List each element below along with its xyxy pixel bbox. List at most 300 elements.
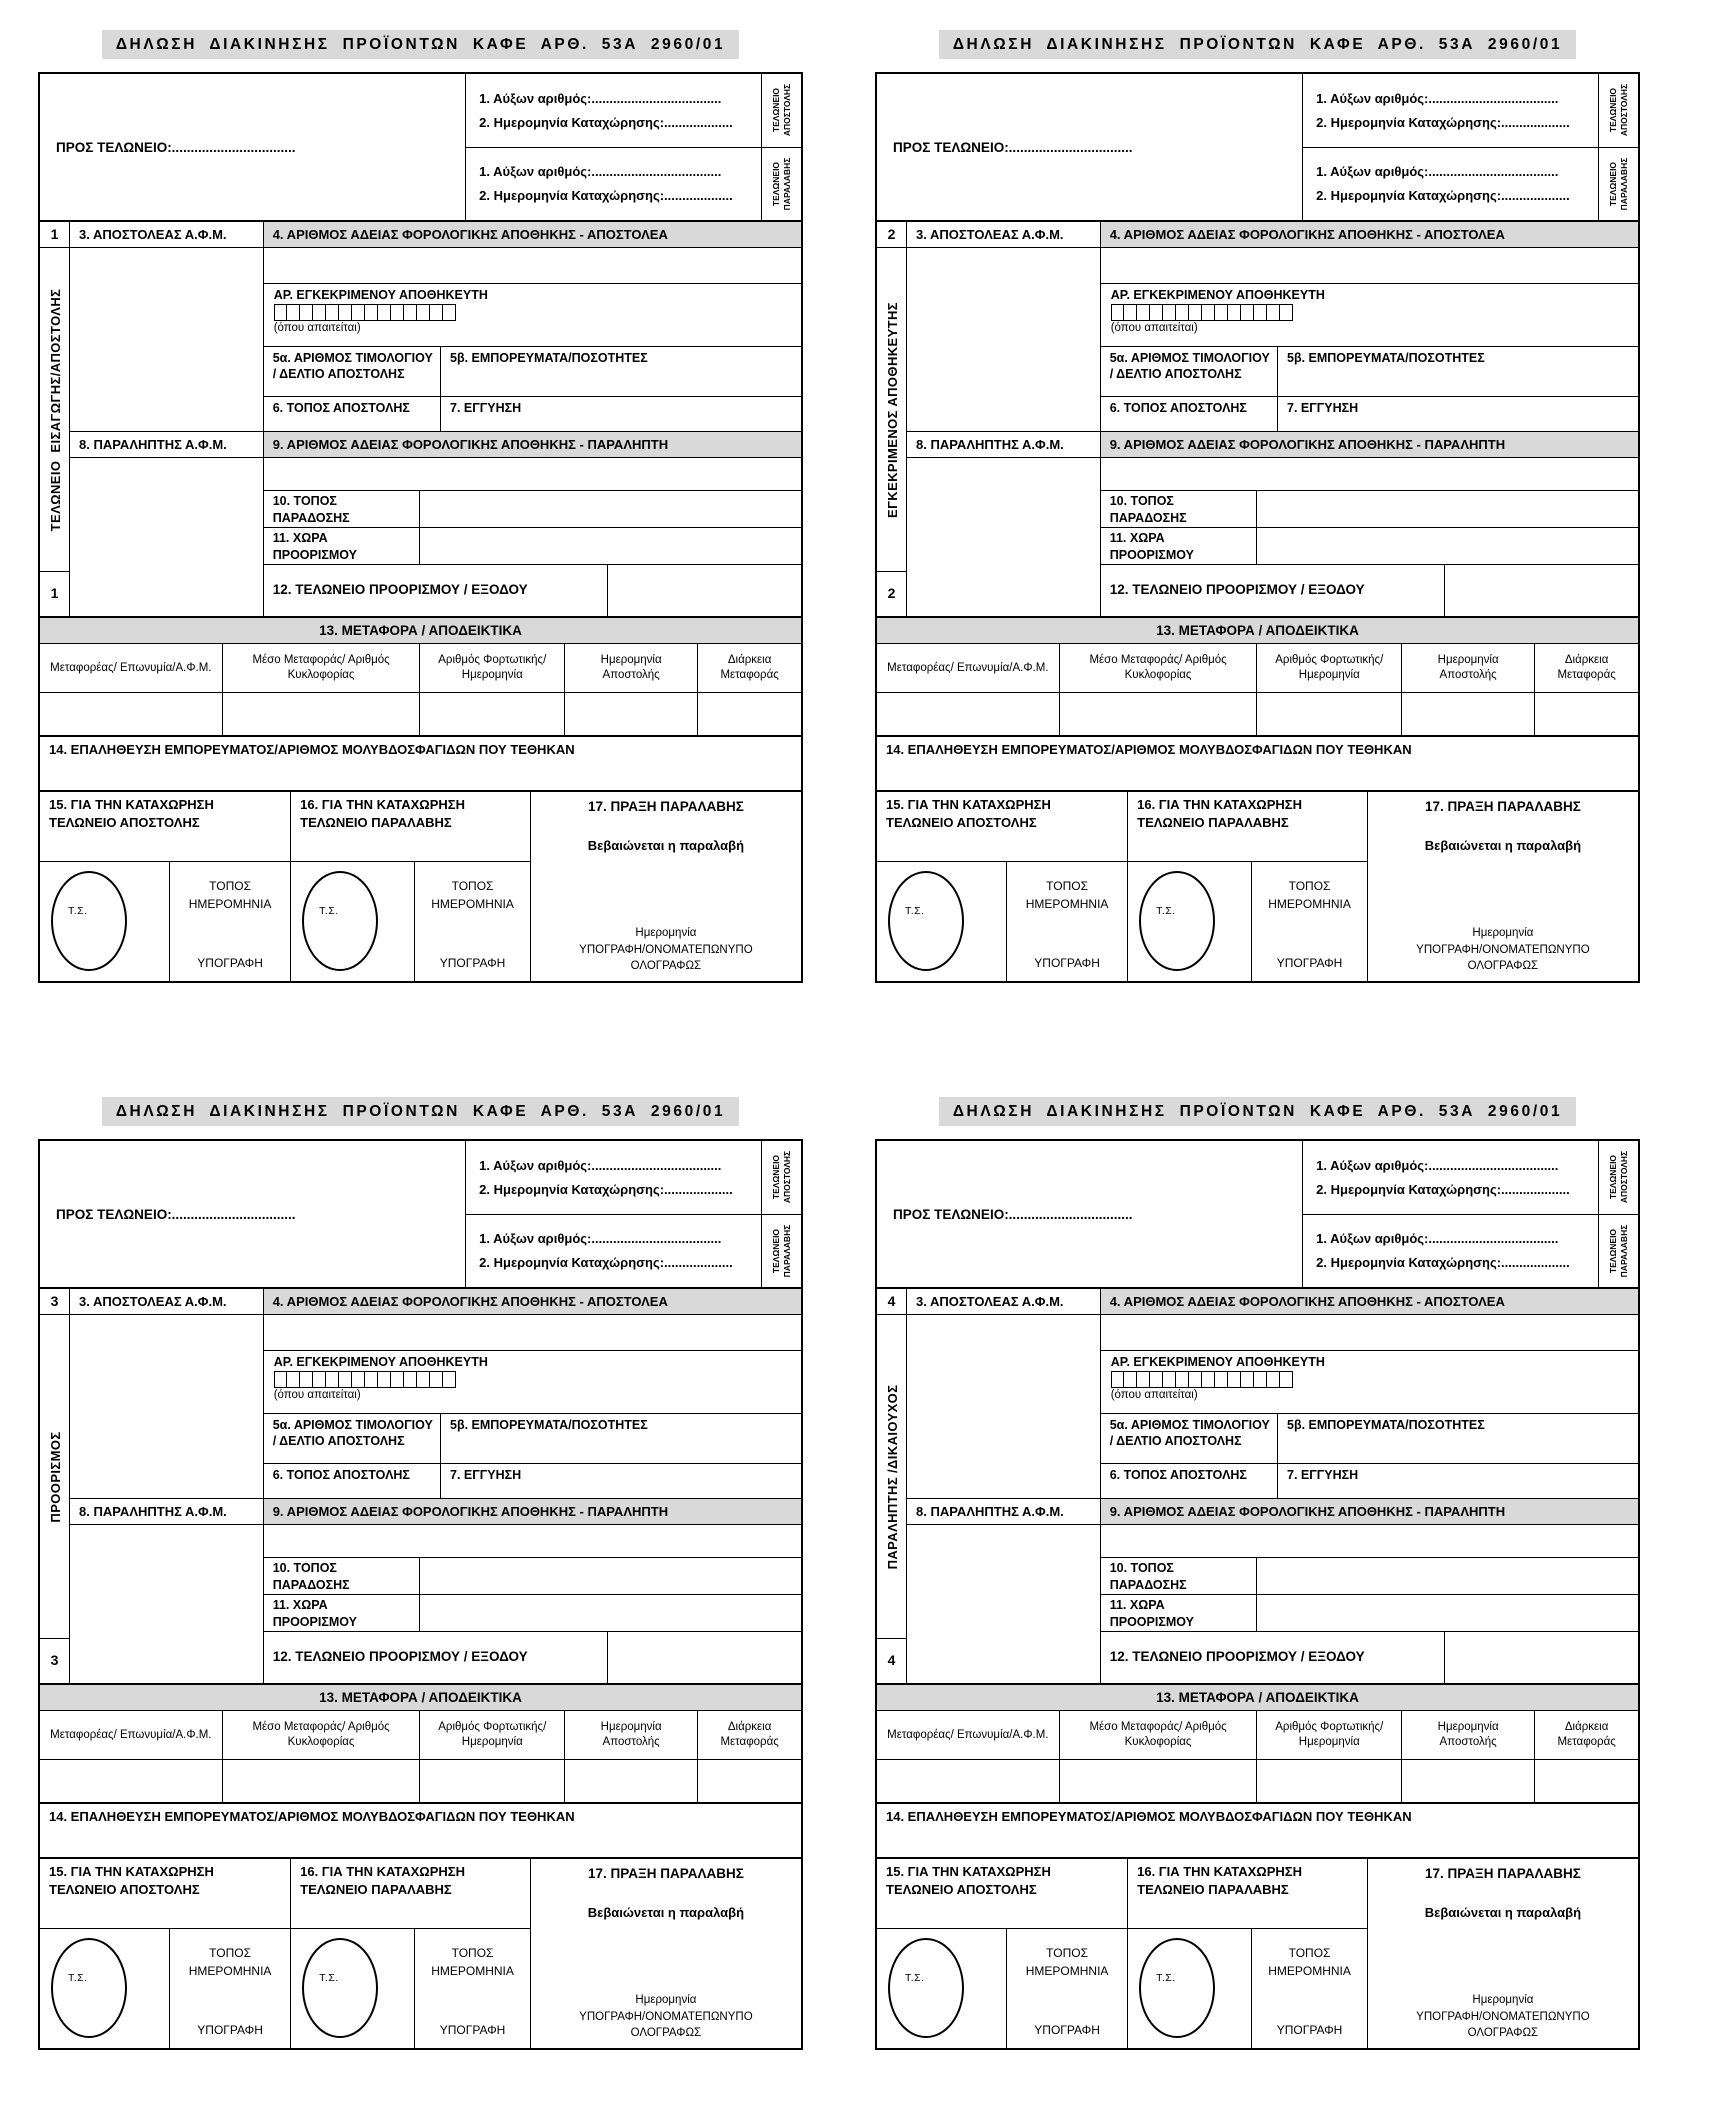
field-12-customs-of-destination-label: 12. ΤΕΛΩΝΕΙΟ ΠΡΟΟΡΙΣΜΟΥ / ΕΞΟΔΟΥ — [264, 565, 608, 616]
transport-col-carrier-label: Μεταφορέας/ Επωνυμία/Α.Φ.Μ. — [877, 644, 1060, 692]
field-5b-goods-quantities[interactable]: 5β. ΕΜΠΟΡΕΥΜΑΤΑ/ΠΟΣΟΤΗΤΕΣ — [441, 1414, 801, 1464]
transport-dispatch-date-input[interactable] — [565, 1760, 698, 1802]
warehouse-licence-sender-input[interactable] — [264, 248, 801, 284]
place-of-delivery-input[interactable] — [1257, 491, 1638, 527]
field-5a-invoice-number[interactable]: 5α. ΑΡΙΘΜΟΣ ΤΙΜΟΛΟΓΙΟΥ / ΔΕΛΤΙΟ ΑΠΟΣΤΟΛΗΣ — [1101, 1414, 1278, 1464]
section-13-transport — [875, 616, 1640, 737]
section-17-act-of-receipt[interactable] — [531, 1859, 801, 2048]
stamp-cell-16[interactable] — [291, 1929, 415, 2048]
field-10-place-of-delivery-label: 10. ΤΟΠΟΣ ΠΑΡΑΔΟΣΗΣ — [264, 491, 420, 527]
keeper-box[interactable] — [300, 1371, 313, 1388]
field-5b-goods-quantities[interactable]: 5β. ΕΜΠΟΡΕΥΜΑΤΑ/ΠΟΣΟΤΗΤΕΣ — [1278, 1414, 1638, 1464]
field-17-label: 17. ΠΡΑΞΗ ΠΑΡΑΛΑΒΗΣ — [1425, 1866, 1581, 1881]
section-17-act-of-receipt[interactable] — [531, 792, 801, 981]
transport-carrier-input[interactable] — [40, 693, 223, 735]
row-10 — [264, 490, 801, 527]
stamp-cell-15[interactable] — [40, 1929, 170, 2048]
place-label: ΤΟΠΟΣ — [1046, 1946, 1089, 1960]
registration-rows — [1303, 74, 1638, 220]
keeper-box[interactable] — [1202, 304, 1215, 321]
field-6-place-of-dispatch[interactable]: 6. ΤΟΠΟΣ ΑΠΟΣΤΟΛΗΣ — [1101, 397, 1278, 431]
transport-dispatch-date-input[interactable] — [1402, 1760, 1535, 1802]
form-title: ΔΗΛΩΣΗ ΔΙΑΚΙΝΗΣΗΣ ΠΡΟΪΟΝΤΩΝ ΚΑΦΕ ΑΡΘ. 53Α 2960/01 — [939, 30, 1576, 59]
section-16-receipt-customs-entry — [291, 792, 531, 981]
registration-row-receipt — [466, 148, 801, 221]
country-of-destination-input[interactable] — [420, 528, 801, 564]
keeper-box[interactable] — [339, 304, 352, 321]
registration-date-field[interactable]: 2. Ημερομηνία Καταχώρησης:................... — [479, 188, 733, 204]
signature-fullname-line: ΥΠΟΓΡΑΦΗ/ΟΝΟΜΑΤΕΠΩΝΥΠΟ — [579, 2010, 753, 2023]
registration-row-receipt — [466, 1215, 801, 1288]
keeper-box[interactable] — [404, 1371, 417, 1388]
row-8-9-headers — [907, 1499, 1638, 1525]
field-11-country-of-destination-label: 11. ΧΩΡΑ ΠΡΟΟΡΙΣΜΟΥ — [1101, 528, 1257, 564]
keeper-box[interactable] — [365, 304, 378, 321]
field-14-verification-box[interactable] — [875, 735, 1640, 792]
keeper-box[interactable] — [391, 1371, 404, 1388]
row-8-9-headers — [70, 1499, 801, 1525]
transport-col-means-label: Μέσο Μεταφοράς/ Αριθμός Κυκλοφορίας — [1060, 1711, 1258, 1759]
keeper-box[interactable] — [443, 304, 456, 321]
transport-means-input[interactable] — [223, 693, 421, 735]
copy-role-cell — [40, 1315, 69, 1639]
keeper-box[interactable] — [1228, 304, 1241, 321]
stamp-cell-16[interactable] — [291, 862, 415, 981]
fields-5-6-7 — [264, 1413, 801, 1498]
place-label: ΤΟΠΟΣ — [1046, 879, 1089, 893]
field-17-signature-block — [535, 925, 797, 975]
keeper-box[interactable] — [1124, 304, 1137, 321]
field-17-signature-block — [1372, 1992, 1634, 2042]
field-4-warehouse-licence-sender-label: 4. ΑΡΙΘΜΟΣ ΑΔΕΙΑΣ ΦΟΡΟΛΟΓΙΚΗΣ ΑΠΟΘΗΚΗΣ - ΑΠΟΣΤΟΛΕΑ — [264, 222, 801, 247]
field-7-guarantee[interactable]: 7. ΕΓΓΥΗΣΗ — [1287, 1468, 1359, 1482]
copy-sidebar — [40, 1289, 70, 1683]
registration-date-field[interactable]: 2. Ημερομηνία Καταχώρησης:................... — [479, 114, 733, 130]
consignee-vat-input[interactable] — [70, 1525, 264, 1683]
consignee-vat-input[interactable] — [907, 458, 1101, 616]
date-line: Ημερομηνία — [635, 1993, 697, 2006]
keeper-box[interactable] — [1137, 1371, 1150, 1388]
transport-means-input[interactable] — [1060, 693, 1258, 735]
field-5b-goods-quantities[interactable]: 5β. ΕΜΠΟΡΕΥΜΑΤΑ/ΠΟΣΟΤΗΤΕΣ — [1278, 347, 1638, 397]
country-of-destination-input[interactable] — [1257, 528, 1638, 564]
keeper-box[interactable] — [1150, 1371, 1163, 1388]
keeper-box[interactable] — [1111, 304, 1124, 321]
stamp-cell-15[interactable] — [877, 1929, 1007, 2048]
transport-duration-input[interactable] — [698, 693, 801, 735]
place-label: ΤΟΠΟΣ — [1288, 1946, 1331, 1960]
declaration-form — [38, 30, 803, 983]
copy-number-bottom: 1 — [50, 585, 59, 601]
to-customs-label[interactable]: ΠΡΟΣ ΤΕΛΩΝΕΙΟ:................................. — [877, 74, 1303, 220]
sections-content — [70, 1289, 801, 1683]
transport-col-duration-label: Διάρκεια Μεταφοράς — [1557, 1721, 1616, 1748]
signature-label: ΥΠΟΓΡΑΦΗ — [439, 2023, 506, 2037]
signature-label: ΥΠΟΓΡΑΦΗ — [197, 2023, 263, 2037]
field-8-consignee-vat-label: 8. ΠΑΡΑΛΗΠΤΗΣ Α.Φ.Μ. — [70, 1499, 264, 1524]
keeper-box[interactable] — [1280, 304, 1293, 321]
field-4-warehouse-licence-sender-label: 4. ΑΡΙΘΜΟΣ ΑΔΕΙΑΣ ΦΟΡΟΛΟΓΙΚΗΣ ΑΠΟΘΗΚΗΣ - ΑΠΟΣΤΟΛΕΑ — [264, 1289, 801, 1314]
keeper-boxes — [1111, 304, 1638, 321]
registration-fields — [1303, 74, 1598, 147]
section-13-transport — [875, 1683, 1640, 1804]
receipt-confirmed-label: Βεβαιώνεται η παραλαβή — [587, 838, 745, 853]
declaration-form — [38, 1097, 803, 2050]
serial-number-field[interactable]: 1. Αύξων αριθμός:.................................... — [479, 90, 722, 106]
registration-rows — [466, 74, 801, 220]
country-of-destination-input[interactable] — [420, 1595, 801, 1631]
keeper-box[interactable] — [1241, 304, 1254, 321]
keeper-box[interactable] — [1215, 304, 1228, 321]
field-9-warehouse-licence-consignee-label: 9. ΑΡΙΘΜΟΣ ΑΔΕΙΑΣ ΦΟΡΟΛΟΓΙΚΗΣ ΑΠΟΘΗΚΗΣ - ΠΑΡΑΛΗΠΤΗ — [264, 432, 801, 457]
keeper-box[interactable] — [1267, 1371, 1280, 1388]
registration-date-field[interactable]: 2. Ημερομηνία Καταχώρησης:................... — [1316, 114, 1570, 130]
row-11 — [1101, 1594, 1638, 1631]
registration-box — [875, 1139, 1640, 1289]
stamp-row-16 — [291, 862, 530, 981]
field-14-verification-box[interactable] — [38, 735, 803, 792]
sender-vat-input[interactable] — [70, 248, 264, 431]
field-11-country-of-destination-label: 11. ΧΩΡΑ ΠΡΟΟΡΙΣΜΟΥ — [264, 1595, 420, 1631]
copy-role-cell — [877, 248, 906, 572]
transport-carrier-input[interactable] — [877, 1760, 1060, 1802]
field-9-warehouse-licence-consignee-label: 9. ΑΡΙΘΜΟΣ ΑΔΕΙΑΣ ΦΟΡΟΛΟΓΙΚΗΣ ΑΠΟΘΗΚΗΣ - ΠΑΡΑΛΗΠΤΗ — [264, 1499, 801, 1524]
field-10-place-of-delivery-label: 10. ΤΟΠΟΣ ΠΑΡΑΔΟΣΗΣ — [264, 1558, 420, 1594]
transport-waybill-input[interactable] — [420, 693, 565, 735]
stamp-oval-icon — [51, 1938, 127, 2038]
place-label: ΤΟΠΟΣ — [209, 879, 252, 893]
keeper-box[interactable] — [1241, 1371, 1254, 1388]
date-label: ΗΜΕΡΟΜΗΝΙΑ — [1025, 1964, 1109, 1978]
signature-fullname-line: ΥΠΟΓΡΑΦΗ/ΟΝΟΜΑΤΕΠΩΝΥΠΟ — [579, 943, 753, 956]
field-12-customs-of-destination-label: 12. ΤΕΛΩΝΕΙΟ ΠΡΟΟΡΙΣΜΟΥ / ΕΞΟΔΟΥ — [264, 1632, 608, 1683]
stamp-row-15 — [877, 1929, 1127, 2048]
to-customs-label[interactable]: ΠΡΟΣ ΤΕΛΩΝΕΙΟ:................................. — [40, 1141, 466, 1287]
field-5b-goods-quantities[interactable]: 5β. ΕΜΠΟΡΕΥΜΑΤΑ/ΠΟΣΟΤΗΤΕΣ — [441, 347, 801, 397]
body-8-12 — [907, 458, 1638, 616]
body-3-7 — [907, 248, 1638, 432]
row-3-4-headers — [907, 1289, 1638, 1315]
stamp-oval-icon — [888, 871, 964, 971]
dispatch-customs-side-cell — [1598, 1141, 1638, 1214]
field-16-label: 16. ΓΙΑ ΤΗΝ ΚΑΤΑΧΩΡΗΣΗ ΤΕΛΩΝΕΙΟ ΠΑΡΑΛΑΒΗΣ — [291, 1859, 530, 1929]
place-of-delivery-input[interactable] — [420, 1558, 801, 1594]
stamp-cell-16[interactable] — [1128, 1929, 1252, 2048]
keeper-box[interactable] — [1189, 1371, 1202, 1388]
sections-content — [70, 222, 801, 616]
place-date-label — [1026, 1944, 1109, 1980]
section-15-dispatch-customs-entry — [40, 1859, 291, 2048]
keeper-box[interactable] — [1254, 304, 1267, 321]
keeper-box[interactable] — [1137, 304, 1150, 321]
keeper-box[interactable] — [1254, 1371, 1267, 1388]
place-of-delivery-input[interactable] — [1257, 1558, 1638, 1594]
transport-col-duration-label: Διάρκεια Μεταφοράς — [720, 654, 779, 681]
field-5a-invoice-number[interactable]: 5α. ΑΡΙΘΜΟΣ ΤΙΜΟΛΟΓΙΟΥ / ΔΕΛΤΙΟ ΑΠΟΣΤΟΛΗΣ — [1101, 347, 1278, 397]
warehouse-licence-consignee-input[interactable] — [1101, 1525, 1638, 1557]
keeper-box[interactable] — [326, 304, 339, 321]
serial-number-field[interactable]: 1. Αύξων αριθμός:.................................... — [1316, 1231, 1559, 1247]
field-6-place-of-dispatch[interactable]: 6. ΤΟΠΟΣ ΑΠΟΣΤΟΛΗΣ — [1101, 1464, 1278, 1498]
transport-waybill-input[interactable] — [1257, 1760, 1402, 1802]
where-required-note: (όπου απαιτείται) — [1110, 1389, 1198, 1401]
stamp-cell-15[interactable] — [877, 862, 1007, 981]
copy-number-top: 2 — [877, 222, 906, 248]
transport-col-means-label: Μέσο Μεταφοράς/ Αριθμός Κυκλοφορίας — [223, 1711, 421, 1759]
field-12-customs-of-destination-label: 12. ΤΕΛΩΝΕΙΟ ΠΡΟΟΡΙΣΜΟΥ / ΕΞΟΔΟΥ — [1101, 1632, 1445, 1683]
transport-means-input[interactable] — [223, 1760, 421, 1802]
place-date-signature-15 — [1007, 1929, 1127, 2048]
consignee-vat-input[interactable] — [70, 458, 264, 616]
transport-carrier-input[interactable] — [877, 693, 1060, 735]
keeper-box[interactable] — [404, 304, 417, 321]
transport-dispatch-date-input[interactable] — [565, 693, 698, 735]
place-label: ΤΟΠΟΣ — [209, 1946, 252, 1960]
keeper-box[interactable] — [1202, 1371, 1215, 1388]
serial-number-field[interactable]: 1. Αύξων αριθμός:.................................... — [479, 1231, 722, 1247]
keeper-box[interactable] — [430, 1371, 443, 1388]
serial-number-field[interactable]: 1. Αύξων αριθμός:.................................... — [479, 164, 722, 180]
keeper-box[interactable] — [352, 304, 365, 321]
registration-date-field[interactable]: 2. Ημερομηνία Καταχώρησης:................... — [1316, 1181, 1570, 1197]
stamp-oval-icon — [302, 1938, 378, 2038]
field-5a-invoice-number[interactable]: 5α. ΑΡΙΘΜΟΣ ΤΙΜΟΛΟΓΙΟΥ / ΔΕΛΤΙΟ ΑΠΟΣΤΟΛΗΣ — [264, 1414, 441, 1464]
transport-waybill-input[interactable] — [1257, 693, 1402, 735]
keeper-box[interactable] — [1176, 1371, 1189, 1388]
warehouse-licence-sender-input[interactable] — [1101, 1315, 1638, 1351]
field-6-place-of-dispatch[interactable]: 6. ΤΟΠΟΣ ΑΠΟΣΤΟΛΗΣ — [264, 397, 441, 431]
place-of-delivery-input[interactable] — [420, 491, 801, 527]
transport-waybill-input[interactable] — [420, 1760, 565, 1802]
sender-vat-input[interactable] — [907, 248, 1101, 431]
transport-col-carrier-label: Μεταφορέας/ Επωνυμία/Α.Φ.Μ. — [877, 1711, 1060, 1759]
place-label: ΤΟΠΟΣ — [451, 879, 494, 893]
transport-means-input[interactable] — [1060, 1760, 1258, 1802]
field-17-label: 17. ΠΡΑΞΗ ΠΑΡΑΛΑΒΗΣ — [588, 799, 744, 814]
customs-of-destination-input[interactable] — [1445, 1632, 1638, 1683]
warehouse-licence-sender-input[interactable] — [1101, 248, 1638, 284]
keeper-box[interactable] — [1215, 1371, 1228, 1388]
keeper-box[interactable] — [300, 304, 313, 321]
customs-of-destination-input[interactable] — [608, 1632, 801, 1683]
country-of-destination-input[interactable] — [1257, 1595, 1638, 1631]
registration-date-field[interactable]: 2. Ημερομηνία Καταχώρησης:................... — [479, 1181, 733, 1197]
registration-box — [38, 72, 803, 222]
keeper-box[interactable] — [1176, 304, 1189, 321]
field-14-verification-box[interactable] — [38, 1802, 803, 1859]
receipt-customs-rotated-label: ΤΕΛΩΝΕΙΟ ΠΑΡΑΛΑΒΗΣ — [770, 157, 792, 211]
where-required-note: (όπου απαιτείται) — [1110, 322, 1198, 334]
keeper-box[interactable] — [365, 1371, 378, 1388]
keeper-box[interactable] — [417, 304, 430, 321]
field-8-consignee-vat-label: 8. ΠΑΡΑΛΗΠΤΗΣ Α.Φ.Μ. — [907, 1499, 1101, 1524]
keeper-box[interactable] — [1163, 1371, 1176, 1388]
keeper-box[interactable] — [443, 1371, 456, 1388]
signature-label: ΥΠΟΓΡΑΦΗ — [1034, 2023, 1100, 2037]
transport-col-dispatch-date-label: Ημερομηνία Αποστολής — [565, 1711, 698, 1759]
receipt-customs-side-cell — [1598, 1215, 1638, 1288]
keeper-boxes — [274, 1371, 801, 1388]
serial-number-field[interactable]: 1. Αύξων αριθμός:.................................... — [1316, 90, 1559, 106]
fields-5-6-7 — [1101, 1413, 1638, 1498]
field-7-guarantee[interactable]: 7. ΕΓΓΥΗΣΗ — [1287, 401, 1359, 415]
transport-column-headers — [877, 1711, 1638, 1760]
transport-dispatch-date-input[interactable] — [1402, 693, 1535, 735]
field-6-place-of-dispatch[interactable]: 6. ΤΟΠΟΣ ΑΠΟΣΤΟΛΗΣ — [264, 1464, 441, 1498]
keeper-box[interactable] — [378, 1371, 391, 1388]
receipt-customs-rotated-label: ΤΕΛΩΝΕΙΟ ΠΑΡΑΛΑΒΗΣ — [1607, 1224, 1629, 1278]
body-8-12 — [70, 1525, 801, 1683]
to-customs-label[interactable]: ΠΡΟΣ ΤΕΛΩΝΕΙΟ:................................. — [877, 1141, 1303, 1287]
field-4-warehouse-licence-sender-label: 4. ΑΡΙΘΜΟΣ ΑΔΕΙΑΣ ΦΟΡΟΛΟΓΙΚΗΣ ΑΠΟΘΗΚΗΣ - ΑΠΟΣΤΟΛΕΑ — [1101, 222, 1638, 247]
warehouse-licence-sender-input[interactable] — [264, 1315, 801, 1351]
customs-of-destination-input[interactable] — [1445, 565, 1638, 616]
fields-5-6-7 — [264, 346, 801, 431]
section-16-receipt-customs-entry — [1128, 792, 1368, 981]
registration-date-field[interactable]: 2. Ημερομηνία Καταχώρησης:................... — [1316, 1255, 1570, 1271]
sections-15-17 — [38, 1857, 803, 2050]
serial-number-field[interactable]: 1. Αύξων αριθμός:.................................... — [1316, 1157, 1559, 1173]
keeper-box[interactable] — [274, 1371, 287, 1388]
field-3-sender-vat-label: 3. ΑΠΟΣΤΟΛΕΑΣ Α.Φ.Μ. — [907, 222, 1101, 247]
keeper-box[interactable] — [430, 304, 443, 321]
stamp-ts-label: Τ.Σ. — [319, 905, 339, 917]
keeper-box[interactable] — [287, 1371, 300, 1388]
keeper-box[interactable] — [1228, 1371, 1241, 1388]
receipt-customs-side-cell — [761, 148, 801, 221]
field-16-label: 16. ΓΙΑ ΤΗΝ ΚΑΤΑΧΩΡΗΣΗ ΤΕΛΩΝΕΙΟ ΠΑΡΑΛΑΒΗΣ — [291, 792, 530, 862]
warehouse-licence-consignee-input[interactable] — [1101, 458, 1638, 490]
registration-date-field[interactable]: 2. Ημερομηνία Καταχώρησης:................... — [479, 1255, 733, 1271]
transport-duration-input[interactable] — [1535, 693, 1638, 735]
keeper-box[interactable] — [1280, 1371, 1293, 1388]
field-15-label: 15. ΓΙΑ ΤΗΝ ΚΑΤΑΧΩΡΗΣΗ ΤΕΛΩΝΕΙΟ ΑΠΟΣΤΟΛΗΣ — [40, 1859, 290, 1929]
row-11 — [1101, 527, 1638, 564]
approved-keeper-area — [264, 284, 801, 346]
transport-duration-input[interactable] — [1535, 1760, 1638, 1802]
keeper-box[interactable] — [378, 304, 391, 321]
registration-date-field[interactable]: 2. Ημερομηνία Καταχώρησης:................... — [1316, 188, 1570, 204]
transport-data-row — [40, 1760, 801, 1802]
row-11 — [264, 527, 801, 564]
transport-col-means-label: Μέσο Μεταφοράς/ Αριθμός Κυκλοφορίας — [223, 644, 421, 692]
keeper-box[interactable] — [1124, 1371, 1137, 1388]
keeper-box[interactable] — [391, 304, 404, 321]
row-3-4-headers — [70, 1289, 801, 1315]
field-5a-invoice-number[interactable]: 5α. ΑΡΙΘΜΟΣ ΤΙΜΟΛΟΓΙΟΥ / ΔΕΛΤΙΟ ΑΠΟΣΤΟΛΗΣ — [264, 347, 441, 397]
fields-5-6-7 — [1101, 346, 1638, 431]
transport-duration-input[interactable] — [698, 1760, 801, 1802]
field-3-sender-vat-label: 3. ΑΠΟΣΤΟΛΕΑΣ Α.Φ.Μ. — [70, 1289, 264, 1314]
approved-keeper-area — [264, 1351, 801, 1413]
sender-vat-input[interactable] — [907, 1315, 1101, 1498]
keeper-box[interactable] — [313, 1371, 326, 1388]
keeper-box[interactable] — [1163, 304, 1176, 321]
keeper-box[interactable] — [313, 304, 326, 321]
consignee-vat-input[interactable] — [907, 1525, 1101, 1683]
approved-keeper-label: ΑΡ. ΕΓΚΕΚΡΙΜΕΝΟΥ ΑΠΟΘΗΚΕΥΤΗ — [273, 1355, 488, 1369]
stamp-cell-15[interactable] — [40, 862, 170, 981]
keeper-box[interactable] — [339, 1371, 352, 1388]
stamp-oval-icon — [51, 871, 127, 971]
dispatch-customs-rotated-label: ΤΕΛΩΝΕΙΟ ΑΠΟΣΤΟΛΗΣ — [1607, 84, 1629, 137]
copy-role-rotated-label: ΠΑΡΑΛΗΠΤΗΣ /ΔΙΚΑΙΟΥΧΟΣ — [884, 1384, 899, 1569]
registration-box — [38, 1139, 803, 1289]
date-line: Ημερομηνία — [1472, 926, 1534, 939]
date-line: Ημερομηνία — [1472, 1993, 1534, 2006]
keeper-box[interactable] — [1111, 1371, 1124, 1388]
form-title: ΔΗΛΩΣΗ ΔΙΑΚΙΝΗΣΗΣ ΠΡΟΪΟΝΤΩΝ ΚΑΦΕ ΑΡΘ. 53Α 2960/01 — [102, 1097, 739, 1126]
field-13-transport-header: 13. ΜΕΤΑΦΟΡΑ / ΑΠΟΔΕΙΚΤΙΚΑ — [877, 618, 1638, 644]
warehouse-sender-area — [264, 248, 801, 431]
serial-number-field[interactable]: 1. Αύξων αριθμός:.................................... — [479, 1157, 722, 1173]
warehouse-licence-consignee-input[interactable] — [264, 458, 801, 490]
to-customs-label[interactable]: ΠΡΟΣ ΤΕΛΩΝΕΙΟ:................................. — [40, 74, 466, 220]
keeper-box[interactable] — [1267, 304, 1280, 321]
transport-column-headers — [40, 1711, 801, 1760]
signature-fullname-line: ΥΠΟΓΡΑΦΗ/ΟΝΟΜΑΤΕΠΩΝΥΠΟ — [1416, 943, 1590, 956]
copy-role-cell — [877, 1315, 906, 1639]
stamp-cell-16[interactable] — [1128, 862, 1252, 981]
field-15-label: 15. ΓΙΑ ΤΗΝ ΚΑΤΑΧΩΡΗΣΗ ΤΕΛΩΝΕΙΟ ΑΠΟΣΤΟΛΗΣ — [877, 1859, 1127, 1929]
registration-fields — [466, 1215, 761, 1288]
section-15-dispatch-customs-entry — [40, 792, 291, 981]
sections-content — [907, 222, 1638, 616]
transport-col-waybill-label: Αριθμός Φορτωτικής/ Ημερομηνία — [1257, 1711, 1402, 1759]
transport-carrier-input[interactable] — [40, 1760, 223, 1802]
section-17-act-of-receipt[interactable] — [1368, 1859, 1638, 2048]
keeper-box[interactable] — [352, 1371, 365, 1388]
keeper-box[interactable] — [1150, 304, 1163, 321]
place-date-label — [431, 877, 514, 913]
section-17-act-of-receipt[interactable] — [1368, 792, 1638, 981]
row-12 — [264, 1631, 801, 1683]
field-16-label: 16. ΓΙΑ ΤΗΝ ΚΑΤΑΧΩΡΗΣΗ ΤΕΛΩΝΕΙΟ ΠΑΡΑΛΑΒΗΣ — [1128, 1859, 1367, 1929]
signature-label: ΥΠΟΓΡΑΦΗ — [1276, 2023, 1343, 2037]
field-7-guarantee[interactable]: 7. ΕΓΓΥΗΣΗ — [450, 401, 522, 415]
stamp-row-16 — [291, 1929, 530, 2048]
field-12-customs-of-destination-label: 12. ΤΕΛΩΝΕΙΟ ΠΡΟΟΡΙΣΜΟΥ / ΕΞΟΔΟΥ — [1101, 565, 1445, 616]
field-14-verification-box[interactable] — [875, 1802, 1640, 1859]
keeper-box[interactable] — [326, 1371, 339, 1388]
signature-label: ΥΠΟΓΡΑΦΗ — [1276, 956, 1343, 970]
keeper-box[interactable] — [1189, 304, 1202, 321]
transport-column-headers — [877, 644, 1638, 693]
sender-vat-input[interactable] — [70, 1315, 264, 1498]
sections-15-17 — [875, 1857, 1640, 2050]
consignee-area — [264, 458, 801, 616]
customs-of-destination-input[interactable] — [608, 565, 801, 616]
stamp-oval-icon — [302, 871, 378, 971]
registration-fields — [1303, 1141, 1598, 1214]
place-label: ΤΟΠΟΣ — [451, 1946, 494, 1960]
signature-label: ΥΠΟΓΡΑΦΗ — [1034, 956, 1100, 970]
keeper-box[interactable] — [287, 304, 300, 321]
place-date-label — [1268, 877, 1351, 913]
serial-number-field[interactable]: 1. Αύξων αριθμός:.................................... — [1316, 164, 1559, 180]
field-9-warehouse-licence-consignee-label: 9. ΑΡΙΘΜΟΣ ΑΔΕΙΑΣ ΦΟΡΟΛΟΓΙΚΗΣ ΑΠΟΘΗΚΗΣ - ΠΑΡΑΛΗΠΤΗ — [1101, 432, 1638, 457]
row-10 — [1101, 1557, 1638, 1594]
registration-fields — [466, 148, 761, 221]
field-7-guarantee[interactable]: 7. ΕΓΓΥΗΣΗ — [450, 1468, 522, 1482]
keeper-box[interactable] — [417, 1371, 430, 1388]
stamp-ts-label: Τ.Σ. — [319, 1972, 339, 1984]
keeper-box[interactable] — [274, 304, 287, 321]
stamp-ts-label: Τ.Σ. — [905, 905, 925, 917]
warehouse-licence-consignee-input[interactable] — [264, 1525, 801, 1557]
consignee-area — [1101, 458, 1638, 616]
field-3-sender-vat-label: 3. ΑΠΟΣΤΟΛΕΑΣ Α.Φ.Μ. — [907, 1289, 1101, 1314]
